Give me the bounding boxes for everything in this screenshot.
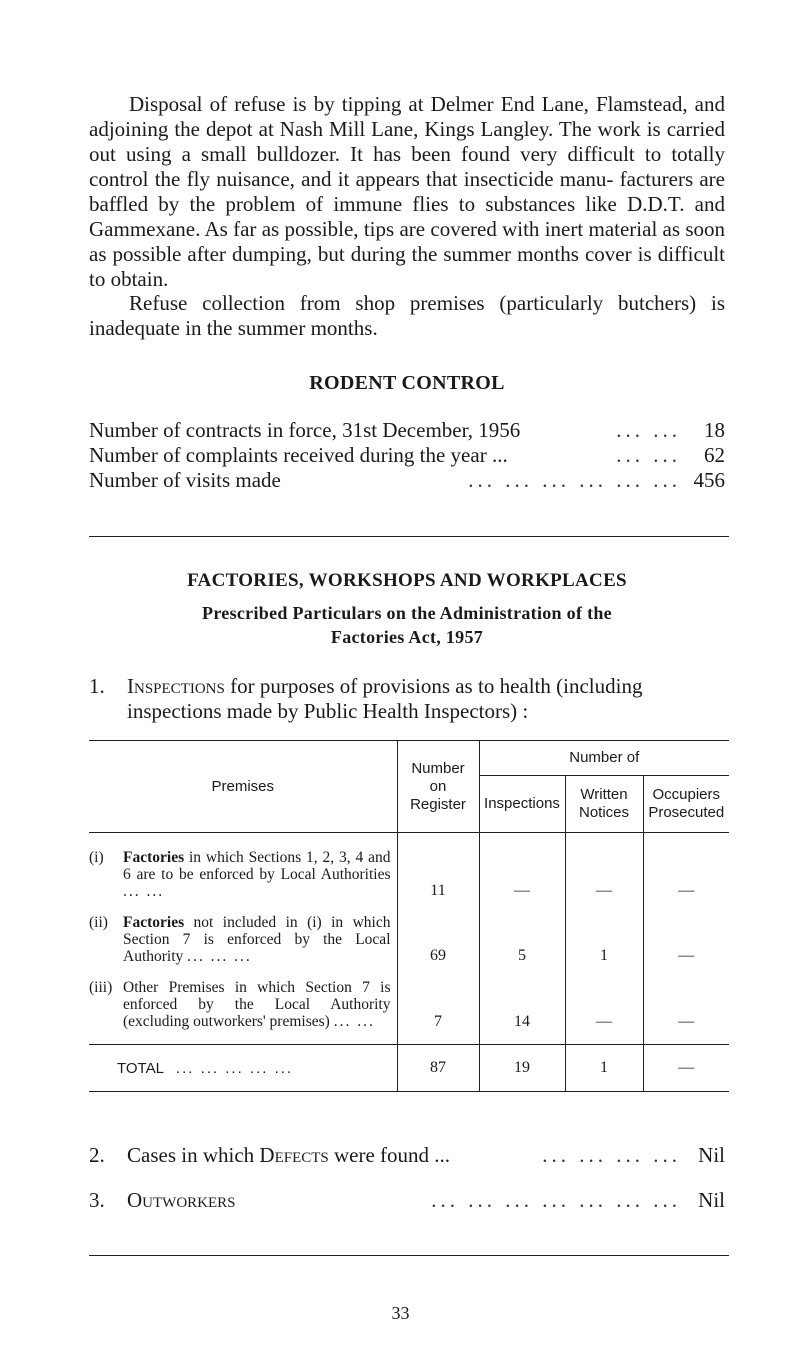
item-number: 1. [89, 674, 105, 698]
rodent-row-label: Number of contracts in force, 31st December, 1956 [89, 418, 521, 442]
notices-cell: 1 [565, 900, 643, 965]
header-occupiers-prosecuted: Occupiers Prosecuted [643, 776, 729, 833]
item-suffix: were found ... [334, 1143, 451, 1167]
item-title: Inspections [127, 674, 225, 698]
register-cell: 7 [397, 965, 479, 1045]
inspections-cell: 5 [479, 900, 565, 965]
premises-cell: (iii) Other Premises in which Section 7 is enforced by the Local Authority (excluding outworkers' premises) ... ... [89, 965, 397, 1045]
page-number: 33 [391, 1303, 410, 1323]
section-divider [89, 1255, 729, 1256]
header-premises: Premises [89, 741, 397, 833]
rodent-row-value: 62 [704, 443, 725, 467]
register-cell: 11 [397, 833, 479, 901]
header-number-of: Number of [479, 741, 729, 776]
rodent-row-label: Number of complaints received during the year ... [89, 443, 508, 467]
total-prosecuted-cell: — [643, 1045, 729, 1092]
total-notices-cell: 1 [565, 1045, 643, 1092]
item-text-continued: inspections made by Public Health Inspectors) : [127, 699, 529, 723]
leader-dots: ... ... ... ... ... ... ... [431, 1188, 681, 1212]
item-1-inspections [89, 674, 729, 724]
leader-dots: ... ... ... ... ... ... [468, 468, 681, 492]
item-value: Nil [698, 1188, 725, 1212]
factories-subheading-line1: Prescribed Particulars on the Administration of the [202, 603, 612, 623]
item-2-defects [89, 1143, 725, 1168]
rodent-row-value: 18 [704, 418, 725, 442]
section-divider [89, 536, 729, 537]
inspections-cell: 14 [479, 965, 565, 1045]
leader-dots: ... ... [616, 443, 681, 467]
item-3-outworkers [89, 1188, 725, 1213]
factories-subheading-line2: Factories Act, 1957 [330, 627, 484, 647]
item-title: Defects [259, 1143, 329, 1167]
inspections-table [89, 740, 729, 1092]
rodent-row-contracts [89, 418, 725, 443]
item-value: Nil [698, 1143, 725, 1167]
table-total-row [89, 1045, 729, 1092]
table-row [89, 900, 729, 965]
prosecuted-cell: — [643, 900, 729, 965]
factories-heading: FACTORIES, WORKSHOPS AND WORKPLACES [187, 570, 627, 591]
leader-dots: ... ... [616, 418, 681, 442]
prosecuted-cell: — [643, 833, 729, 901]
rodent-row-complaints [89, 443, 725, 468]
item-prefix: Cases in which [127, 1143, 255, 1167]
rodent-row-value: 456 [693, 468, 725, 492]
total-register-cell: 87 [397, 1045, 479, 1092]
rodent-control-heading: RODENT CONTROL [309, 372, 505, 394]
refuse-paragraph-1: Disposal of refuse is by tipping at Delmer End Lane, Flamstead, and adjoining the depot at Nash Mill Lane, Kings Langley. The work is carried out using a small bulldozer. It has been found very difficult to totally control the fly nuisance, and it appears that insecticide manu- facturers are baffled by the problem of immune flies to substances like D.D.T. and Gammexane. As far as possible, tips are covered with inert material as soon as possible after dumping, but during the summer months cover is difficult to obtain. [89, 92, 725, 291]
rodent-row-visits [89, 468, 725, 493]
notices-cell: — [565, 965, 643, 1045]
premises-cell: (i) Factories in which Sections 1, 2, 3, 4 and 6 are to be enforced by Local Authorities ... ... [89, 833, 397, 901]
notices-cell: — [565, 833, 643, 901]
inspections-cell: — [479, 833, 565, 901]
rodent-row-label: Number of visits made [89, 468, 281, 492]
leader-dots: ... ... ... ... [542, 1143, 681, 1167]
refuse-paragraph-2: Refuse collection from shop premises (particularly butchers) is inadequate in the summer months. [89, 291, 725, 340]
header-number-on-register: Number on Register [397, 741, 479, 833]
item-number: 2. [89, 1143, 105, 1167]
table-row [89, 965, 729, 1045]
register-cell: 69 [397, 900, 479, 965]
item-text: for purposes of provisions as to health (including [230, 674, 643, 698]
table-row [89, 833, 729, 901]
header-inspections: Inspections [479, 776, 565, 833]
prosecuted-cell: — [643, 965, 729, 1045]
item-number: 3. [89, 1188, 105, 1212]
total-inspections-cell: 19 [479, 1045, 565, 1092]
item-title: Outworkers [127, 1188, 236, 1212]
total-label-cell: TOTAL ... ... ... ... ... [89, 1045, 397, 1092]
premises-cell: (ii) Factories not included in (i) in which Section 7 is enforced by the Local Authority ... ... ... [89, 900, 397, 965]
header-written-notices: Written Notices [565, 776, 643, 833]
